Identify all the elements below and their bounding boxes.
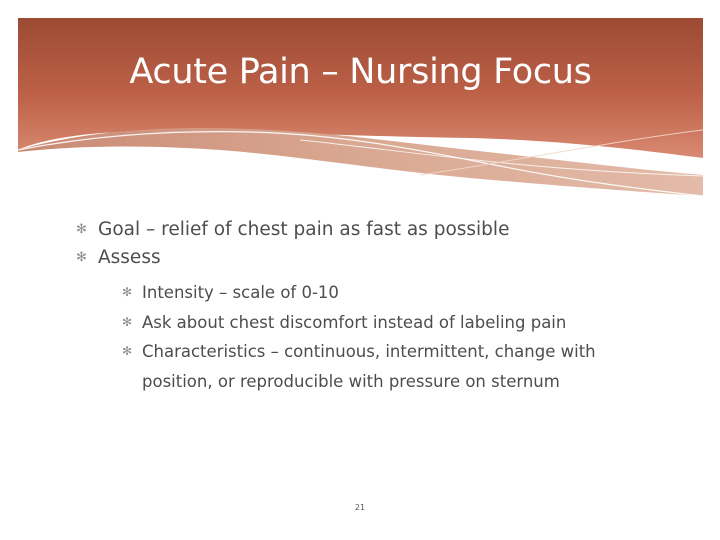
sub-bullet-discomfort <box>122 308 676 338</box>
sub-bullet-text-line-2: position, or reproducible with pressure on sternum <box>142 371 560 391</box>
sub-bullet-text-line-1: Characteristics – continuous, intermittent, change with <box>142 342 596 361</box>
sub-bullet-marker-icon: ✻ <box>122 285 133 299</box>
title-banner <box>0 0 720 200</box>
bullet-text: Goal – relief of chest pain as fast as possible <box>98 219 510 240</box>
slide-content <box>76 216 676 396</box>
sub-bullet-marker-icon: ✻ <box>122 314 133 329</box>
sub-bullet-marker-icon: ✻ <box>122 344 133 358</box>
sub-bullet-intensity <box>122 278 676 308</box>
bullet-marker-icon: ✻ <box>76 250 87 265</box>
sub-bullet-text: Ask about chest discomfort instead of labeling pain <box>142 312 567 332</box>
page-number: 21 <box>354 503 366 512</box>
sub-bullet-characteristics <box>122 337 676 396</box>
bullet-list <box>76 216 676 396</box>
bullet-goal <box>76 216 676 244</box>
bullet-marker-icon: ✻ <box>76 222 87 237</box>
bullet-text: Assess <box>98 247 161 268</box>
slide-title: Acute Pain – Nursing Focus <box>129 52 592 92</box>
bullet-assess <box>76 244 676 396</box>
banner-graphic <box>0 0 720 200</box>
sub-bullet-list <box>122 278 676 396</box>
sub-bullet-text: Intensity – scale of 0-10 <box>142 283 339 302</box>
